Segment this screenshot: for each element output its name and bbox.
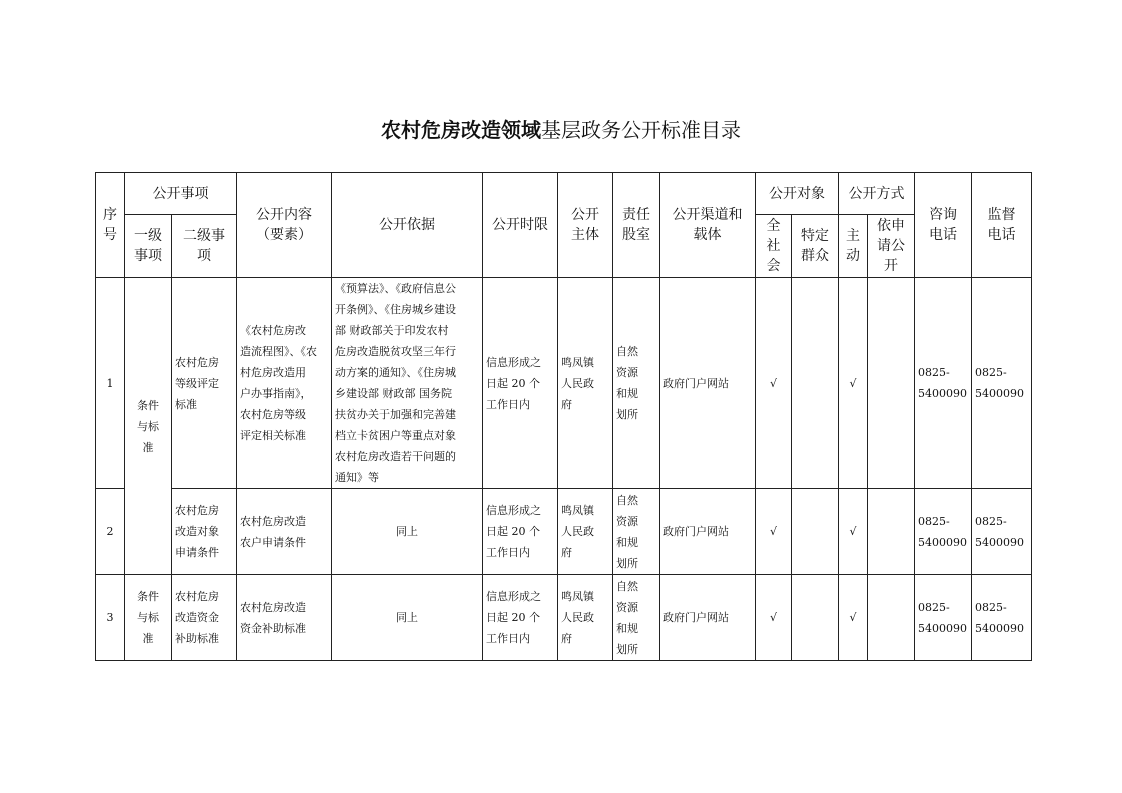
header-method: 公开方式	[839, 173, 915, 215]
row-target-all: √	[756, 278, 792, 489]
table-row	[96, 575, 1032, 661]
row-basis: 《预算法》、《政府信息公 开条例》、《住房城乡建设 部 财政部关于印发农村 危房改造脱贫攻坚三年行 动方案的通知》、《住房城 乡建设部 财政部 国务院 扶贫办关于加强和完善建 档立卡贫困户等重点对象 农村危房改造若干问题的 通知》等	[332, 278, 483, 489]
row-time-limit: 信息形成之 日起 20 个 工作日内	[483, 575, 558, 661]
disclosure-table	[95, 172, 1032, 661]
row-dept: 自然 资源 和规 划所	[613, 278, 660, 489]
row-subject: 鸣凤镇 人民政 府	[558, 489, 613, 575]
header-dept: 责任 股室	[613, 173, 660, 278]
row-consult: 0825- 5400090	[915, 575, 972, 661]
row-channel: 政府门户网站	[660, 278, 756, 489]
header-supervise: 监督 电话	[972, 173, 1032, 278]
row-content: 农村危房改造 资金补助标准	[237, 575, 332, 661]
row-channel: 政府门户网站	[660, 489, 756, 575]
header-content: 公开内容 （要素）	[237, 173, 332, 278]
header-subject: 公开 主体	[558, 173, 613, 278]
title-rest: 基层政务公开标准目录	[541, 118, 741, 142]
row-supervise: 0825- 5400090	[972, 489, 1032, 575]
header-basis: 公开依据	[332, 173, 483, 278]
row-method-request	[868, 575, 915, 661]
row-target-specific	[792, 575, 839, 661]
row-method-active: √	[839, 278, 868, 489]
row-level2: 农村危房 改造资金 补助标准	[172, 575, 237, 661]
page-title	[0, 116, 1122, 144]
row-content: 农村危房改造 农户申请条件	[237, 489, 332, 575]
header-item: 公开事项	[125, 173, 237, 215]
row-supervise: 0825- 5400090	[972, 278, 1032, 489]
header-time-limit: 公开时限	[483, 173, 558, 278]
row-level2: 农村危房 改造对象 申请条件	[172, 489, 237, 575]
row-subject: 鸣凤镇 人民政 府	[558, 278, 613, 489]
row-level2: 农村危房 等级评定 标准	[172, 278, 237, 489]
header-level1: 一级 事项	[125, 215, 172, 278]
header-method-request: 依申 请公 开	[868, 215, 915, 278]
title-bold: 农村危房改造领域	[381, 118, 541, 142]
row-time-limit: 信息形成之 日起 20 个 工作日内	[483, 489, 558, 575]
row-consult: 0825- 5400090	[915, 278, 972, 489]
header-consult: 咨询 电话	[915, 173, 972, 278]
row-target-specific	[792, 278, 839, 489]
table-row	[96, 489, 1032, 575]
row-target-all: √	[756, 575, 792, 661]
row-target-specific	[792, 489, 839, 575]
row-level1: 条件 与标 准	[125, 575, 172, 661]
header-method-active: 主 动	[839, 215, 868, 278]
row-supervise: 0825- 5400090	[972, 575, 1032, 661]
row-level1: 条件 与标 准	[125, 278, 172, 575]
row-seq: 3	[96, 575, 125, 661]
row-seq: 2	[96, 489, 125, 575]
row-content: 《农村危房改 造流程图》、《农 村危房改造用 户办事指南》， 农村危房等级 评定相关标准	[237, 278, 332, 489]
row-dept: 自然 资源 和规 划所	[613, 489, 660, 575]
header-row-1	[96, 173, 1032, 215]
row-target-all: √	[756, 489, 792, 575]
row-method-active: √	[839, 575, 868, 661]
header-target-specific: 特定 群众	[792, 215, 839, 278]
header-level2: 二级事 项	[172, 215, 237, 278]
row-seq: 1	[96, 278, 125, 489]
row-time-limit: 信息形成之 日起 20 个 工作日内	[483, 278, 558, 489]
row-dept: 自然 资源 和规 划所	[613, 575, 660, 661]
row-method-request	[868, 489, 915, 575]
header-seq: 序 号	[96, 173, 125, 278]
row-basis: 同上	[332, 489, 483, 575]
row-channel: 政府门户网站	[660, 575, 756, 661]
header-channel: 公开渠道和 载体	[660, 173, 756, 278]
row-method-request	[868, 278, 915, 489]
row-subject: 鸣凤镇 人民政 府	[558, 575, 613, 661]
header-target: 公开对象	[756, 173, 839, 215]
row-consult: 0825- 5400090	[915, 489, 972, 575]
table-row	[96, 278, 1032, 489]
row-method-active: √	[839, 489, 868, 575]
row-basis: 同上	[332, 575, 483, 661]
header-target-all: 全 社 会	[756, 215, 792, 278]
